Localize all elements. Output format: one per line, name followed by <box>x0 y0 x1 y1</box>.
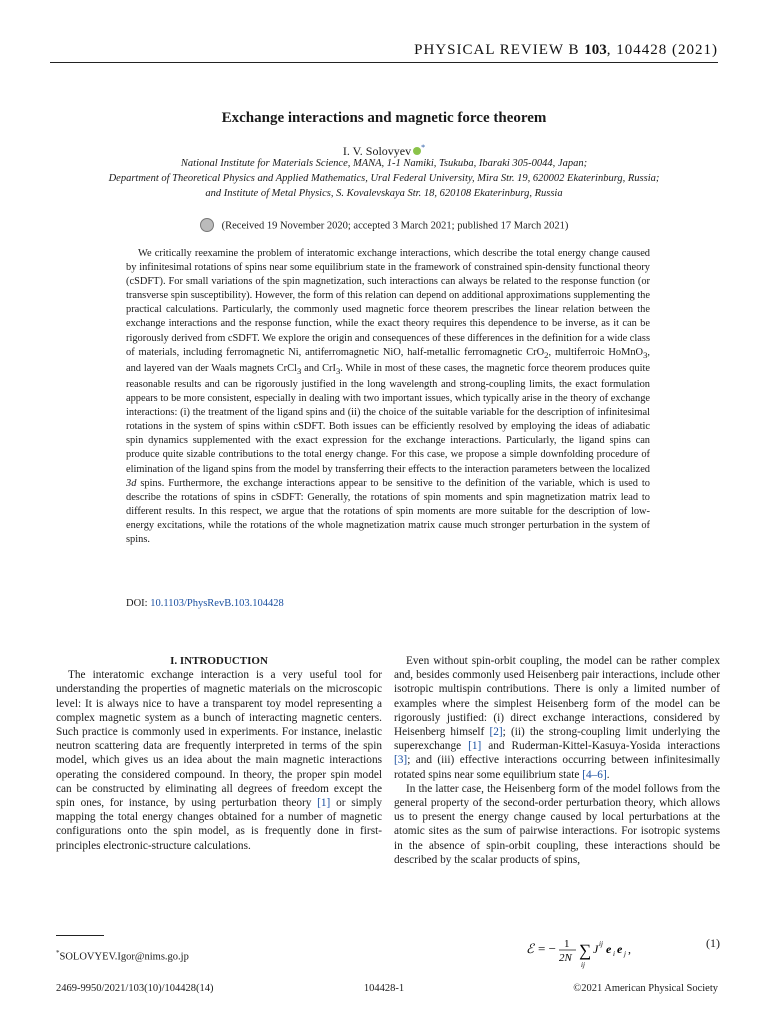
intro-paragraph-2: Even without spin-orbit coupling, the model can be rather complex and, besides commonly used Heisenberg pair interactions, include other isotropic multispin contributions. There is only a limited number of examples where the simplest Heisenberg form of the model can be rigorously justified: (i) direct exchange interactions, considered by Heisenberg himself [2]; (ii) the strong-coupling limit underlying the superexchange [1] and Ruderman-Kittel-Kasuya-Yosida interactions [3]; and (iii) effective interactions occurring between infinitesimally rotated spins near some equilibrium state [4–6]. <box>394 655 720 781</box>
header-rule <box>50 62 718 63</box>
equation-1 <box>394 930 720 969</box>
footnote-rule <box>56 935 104 936</box>
author-email[interactable]: SOLOVYEV.Igor@nims.go.jp <box>59 951 189 963</box>
citation-link[interactable]: [2] <box>489 726 503 739</box>
doi-line <box>126 598 284 609</box>
author-footnote <box>56 949 189 963</box>
intro-left-column <box>56 654 382 853</box>
svg-text:i: i <box>613 950 615 958</box>
received-text: (Received 19 November 2020; accepted 3 March 2021; published 17 March 2021) <box>221 220 569 232</box>
citation-link[interactable]: [1] <box>317 797 331 810</box>
author-footnote-mark[interactable]: * <box>421 143 426 152</box>
affiliation-3: and Institute of Metal Physics, S. Kovalevskaya Str. 18, 620108 Ekaterinburg, Russia <box>205 188 563 199</box>
journal-volume: 103 <box>584 42 607 58</box>
footnote-mark: * <box>56 949 60 957</box>
citation-link[interactable]: [1] <box>468 740 482 753</box>
journal-name: PHYSICAL REVIEW B <box>414 42 580 58</box>
affiliation-1: National Institute for Materials Science, MANA, 1-1 Namiki, Tsukuba, Ibaraki 305-0044, Japan; <box>180 158 588 169</box>
paper-title: Exchange interactions and magnetic force theorem <box>221 110 547 126</box>
svg-text:2N: 2N <box>559 952 572 964</box>
affiliation-2: Department of Theoretical Physics and Applied Mathematics, Ural Federal University, Mira Str. 19, 620002 Ekaterinburg, Russia; <box>108 173 660 184</box>
equation-expression <box>526 936 636 974</box>
crossmark-icon[interactable] <box>200 218 214 232</box>
svg-text:∑: ∑ <box>579 941 592 960</box>
doi-link[interactable]: 10.1103/PhysRevB.103.104428 <box>150 598 284 609</box>
svg-text:1: 1 <box>564 938 570 950</box>
author-name[interactable]: I. V. Solovyev <box>342 144 412 158</box>
intro-right-column <box>394 654 720 867</box>
svg-text:e: e <box>606 942 612 956</box>
received-dates <box>50 219 718 233</box>
svg-text:ℰ: ℰ <box>526 941 534 956</box>
footer-copyright: ©2021 American Physical Society <box>573 983 718 994</box>
citation-link[interactable]: [3] <box>394 754 408 767</box>
abstract: We critically reexamine the problem of interatomic exchange interactions, which describe the total energy change caused by infinitesimal rotations of spins near some equilibrium state in the framework of constrained spin-density functional theory (cSDFT). For small variations of the spin magnetization, such interactions can always be related to the response function (or transverse spin susceptibility). However, the form of this relation can depend on additional approximations supplementing the practical calculations. Particularly, the commonly used magnetic force theorem prescribes the linear relation between the exchange interactions and the response function, while the exact theory requires this dependence to be inverse, as it can be rigorously derived from cSDFT. We explore the origin and consequences of these differences in the definition for a wide class of materials, including ferromagnetic Ni, antiferromagnetic NiO, half-metallic ferromagnetic CrO$_2$, multiferroic HoMnO$_3$, and layered van der Waals magnets CrCl$_3$ and CrI$_3$. While in most of these cases, the magnetic force theorem produces quite reasonable results and can be rigorously justified in the long wavelength and strong-coupling limits, the exact formulation appears to be more consistent, especially in dealing with two important issues, which typically arise in the theory of exchange interactions: (i) the treatment of the ligand spins and (ii) the choice of the suitable variable for the description of infinitesimal rotations in the system of spins within cSDFT. Both issues can be efficiently resolved by employing the ideas of adiabatic spin dynamics supplemented with the exact expression for the exchange interactions. Particularly, the ligand spins can produce quite sizable contributions to the total energy change. For this case, we propose a simple downfolding procedure of elimination of the ligand spins from the model by transferring their effects to the interaction parameters between the localized 3d spins. Furthermore, the exchange interactions appear to be sensitive to the definition of the variable, which is used to describe the rotations of spins in cSDFT: Generally, the rotations of spin moments and spin magnetization matrix lead to different results. In this respect, we argue that the rotations of spin moments are more suitable for the description of low-energy excitations, while the rotations of the whole magnetization matrix cause much stronger perturbation in the system of spins. <box>126 248 650 546</box>
equation-number: (1) <box>706 936 720 950</box>
doi-label: DOI: <box>126 598 151 609</box>
intro-paragraph-1: The interatomic exchange interaction is a very useful tool for understanding the properties of magnetic materials on the microscopic level: It is always nice to have a transparent toy model representing a complex magnetic system as a bunch of interacting magnetic centers. Such practice is commonly used in experiments. For instance, inelastic neutron scattering data are frequently interpreted in terms of the spin model, which gives us an idea about the main magnetic interactions operating the considered compound. In theory, the proper spin model can be constructed by eliminating all degrees of freedom except the spin ones, for instance, by using perturbation theory [1] or simply mapping the total energy changes obtained for a number of magnetic configurations onto the spin model, as is frequently done in first-principles electronic-structure calculations. <box>56 669 382 852</box>
svg-text:ij: ij <box>581 961 585 969</box>
article-number: , 104428 (2021) <box>606 42 718 58</box>
svg-text:j: j <box>624 950 626 958</box>
footer-issn: 2469-9950/2021/103(10)/104428(14) <box>56 983 214 994</box>
citation-link[interactable]: [4–6] <box>582 768 607 781</box>
section-heading: I. INTRODUCTION <box>170 655 268 667</box>
svg-text:e: e <box>617 942 623 956</box>
intro-paragraph-3: In the latter case, the Heisenberg form of the model follows from the general property of the second-order perturbation theory, which allows us to present the energy change caused by local perturbations at the atomic sites as the sum of pairwise interactions. For isotropic systems in the absence of spin-orbit coupling, these interactions should be described by the scalar products of spins, <box>394 782 720 866</box>
svg-text:J: J <box>593 942 599 956</box>
running-header <box>0 42 718 59</box>
svg-text:,: , <box>628 942 631 956</box>
equation-graphic <box>526 936 636 970</box>
svg-text:= −: = − <box>538 941 556 956</box>
author-line <box>50 143 718 159</box>
svg-text:ij: ij <box>599 940 603 948</box>
orcid-icon[interactable] <box>413 147 421 155</box>
footer-page-number: 104428-1 <box>363 983 405 994</box>
